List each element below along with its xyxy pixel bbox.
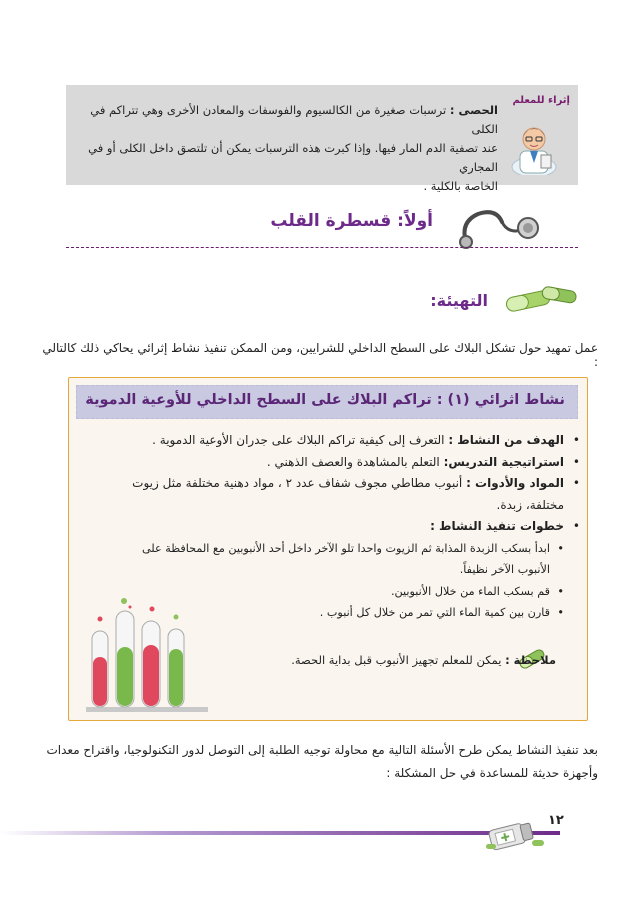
- outro-paragraph: بعد تنفيذ النشاط يمكن طرح الأسئلة التالية مع محاولة توجيه الطلبة إلى التوصل لدور التكنولوجيا، واقتراح معدات وأجهزة حديثة للمساعدة في حل المشكلة :: [46, 743, 598, 780]
- materials-label: المواد والأدوات :: [466, 476, 564, 490]
- activity-note: [291, 653, 556, 667]
- materials-text: أنبوب مطاطي مجوف شفاف عدد ٢ ، مواد دهنية مختلفة مثل زيوت مختلفة، زبدة.: [132, 476, 564, 512]
- stethoscope-icon: [456, 204, 546, 250]
- goal-label: الهدف من النشاط :: [448, 433, 564, 447]
- activity-materials: [110, 473, 580, 516]
- note-text: يمكن للمعلم تجهيز الأنبوب قبل بداية الحصة.: [291, 653, 506, 667]
- pills-icon: [500, 282, 580, 312]
- activity-steps: [110, 516, 580, 538]
- enrichment-term: الحصى :: [449, 103, 498, 117]
- pill-bottle-icon: [484, 818, 546, 852]
- preparation-intro: عمل تمهيد حول تشكل البلاك على السطح الداخلي للشرايين، ومن الممكن تنفيذ نشاط إثرائي يحاكي ذلك كالتالي :: [42, 341, 598, 369]
- activity-title: نشاط اثرائي (١) : تراكم البلاك على السطح الداخلي للأوعية الدموية: [85, 392, 565, 408]
- enrichment-line-3: الخاصة بالكلية .: [423, 179, 498, 193]
- strategy-text: التعلم بالمشاهدة والعصف الذهني .: [266, 454, 444, 469]
- section-title: أولاً: قسطرة القلب: [270, 211, 433, 231]
- strategy-label: استراتيجية التدريس:: [443, 454, 564, 469]
- test-tubes-icon: [82, 595, 212, 713]
- goal-text: التعرف إلى كيفية تراكم البلاك على جدران الأوعية الدموية .: [152, 433, 449, 447]
- step-item: • قارن بين كمية الماء التي تمر من خلال كل أنبوب .: [110, 602, 564, 624]
- steps-label: خطوات تنفيذ النشاط :: [430, 519, 564, 533]
- page-number: ١٢: [548, 813, 564, 828]
- enrichment-text: [88, 101, 498, 196]
- enrichment-title: إثراء للمعلم: [512, 95, 570, 106]
- activity-goal: [110, 430, 580, 452]
- note-label: ملاحظة :: [505, 653, 556, 667]
- step-item: • قم بسكب الماء من خلال الأنبوبين.: [110, 581, 564, 603]
- activity-strategy: [110, 452, 580, 474]
- teacher-icon: [508, 117, 560, 175]
- enrichment-box: [66, 85, 578, 193]
- enrichment-line-2: عند تصفية الدم المار فيها. وإذا كبرت هذه الترسبات يمكن أن تلتصق داخل الكلى أو في المجاري: [88, 141, 498, 174]
- section-divider: [66, 247, 578, 248]
- preparation-title: التهيئة:: [430, 291, 488, 310]
- enrichment-line-1: ترسبات صغيرة من الكالسيوم والفوسفات والمعادن الأخرى وهي تتراكم في الكلى: [90, 103, 498, 136]
- activity-header: [76, 385, 578, 419]
- step-item: • ابدأ بسكب الزبدة المذابة ثم الزيوت واحدا تلو الآخر داخل أحد الأنبوبين مع المحافظة على الأنبوب الآخر نظيفاً.: [110, 538, 564, 581]
- footer-line: [0, 831, 560, 835]
